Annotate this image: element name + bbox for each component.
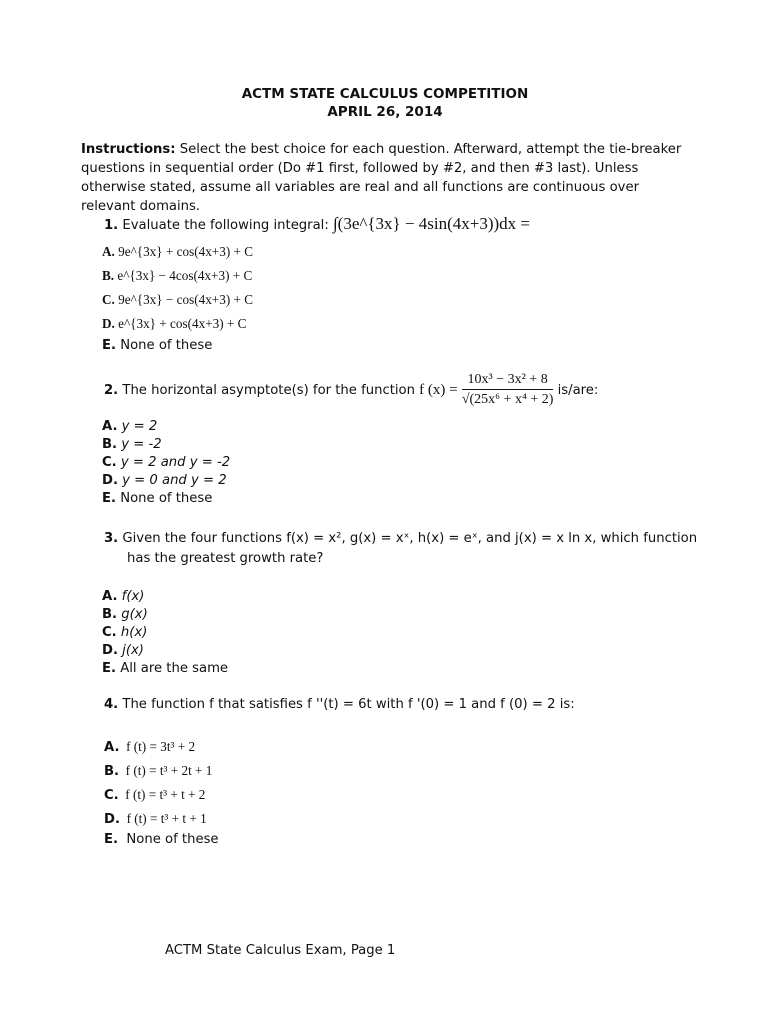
option-text: f (t) = 3t³ + 2 — [126, 739, 196, 754]
option-4c[interactable] — [104, 787, 205, 803]
option-4d[interactable] — [104, 811, 207, 827]
option-3e[interactable] — [102, 661, 228, 676]
option-text: y = 2 and y = -2 — [120, 455, 231, 470]
option-2d[interactable] — [102, 473, 227, 488]
option-text: 9e^{3x} − cos(4x+3) + C — [118, 292, 254, 307]
option-text: y = 0 and y = 2 — [122, 473, 227, 488]
option-1e[interactable] — [102, 338, 212, 353]
option-letter: C. — [102, 625, 117, 640]
option-letter: A. — [102, 244, 115, 259]
option-4e[interactable] — [104, 832, 219, 847]
option-4a[interactable] — [104, 739, 195, 755]
fraction-numerator: 10x³ − 3x² + 8 — [462, 372, 554, 390]
fraction — [462, 372, 554, 408]
fraction-denominator: √(25x⁶ + x⁴ + 2) — [461, 392, 554, 407]
option-text: None of these — [120, 491, 213, 506]
option-text: f(x) — [121, 589, 145, 604]
option-letter: C. — [102, 292, 115, 307]
question-3 — [104, 531, 704, 546]
question-1 — [104, 214, 530, 234]
instructions — [81, 140, 691, 216]
option-letter: A. — [102, 419, 118, 434]
option-text: y = -2 — [121, 437, 162, 452]
option-letter: D. — [104, 812, 120, 827]
exam-title: ACTM STATE CALCULUS COMPETITION — [241, 86, 529, 102]
question-4 — [104, 697, 575, 712]
option-letter: D. — [102, 316, 115, 331]
option-text: e^{3x} + cos(4x+3) + C — [118, 316, 247, 331]
option-4b[interactable] — [104, 763, 212, 779]
option-letter: B. — [104, 764, 120, 779]
option-2a[interactable] — [102, 419, 157, 434]
option-2e[interactable] — [102, 491, 212, 506]
option-text: y = 2 — [121, 419, 158, 434]
option-1a[interactable] — [102, 244, 253, 260]
instructions-label: Instructions: — [81, 142, 176, 157]
option-letter: B. — [102, 268, 115, 283]
question-text: The function f that satisfies f ''(t) = 6t with f '(0) = 1 and f (0) = 2 is: — [122, 697, 575, 712]
question-text: Evaluate the following integral: — [122, 218, 329, 233]
option-letter: B. — [102, 607, 118, 622]
question-number: 1. — [104, 218, 119, 233]
option-text: g(x) — [121, 607, 148, 622]
question-suffix: is/are: — [557, 383, 599, 398]
page-footer: ACTM State Calculus Exam, Page 1 — [165, 943, 396, 958]
option-letter: E. — [102, 661, 117, 676]
option-text: All are the same — [120, 661, 229, 676]
integral-expression: ∫(3e^{3x} − 4sin(4x+3))dx = — [333, 214, 530, 233]
option-letter: C. — [104, 788, 119, 803]
option-letter: E. — [102, 338, 117, 353]
option-letter: B. — [102, 437, 118, 452]
option-1b[interactable] — [102, 268, 252, 284]
option-3b[interactable] — [102, 607, 148, 622]
option-3a[interactable] — [102, 589, 144, 604]
question-2 — [104, 372, 598, 408]
option-letter: C. — [102, 455, 117, 470]
question-text: The horizontal asymptote(s) for the function — [122, 383, 415, 398]
option-text: j(x) — [122, 643, 144, 658]
option-letter: E. — [104, 832, 119, 847]
option-3d[interactable] — [102, 643, 144, 658]
option-1d[interactable] — [102, 316, 246, 332]
option-2c[interactable] — [102, 455, 230, 470]
option-3c[interactable] — [102, 625, 147, 640]
option-text: f (t) = t³ + t + 2 — [125, 787, 206, 802]
option-1c[interactable] — [102, 292, 253, 308]
option-letter: D. — [102, 473, 118, 488]
exam-date: APRIL 26, 2014 — [327, 104, 443, 120]
option-letter: D. — [102, 643, 118, 658]
question-3-line2: has the greatest growth rate? — [127, 551, 324, 566]
option-text: None of these — [126, 832, 219, 847]
option-letter: A. — [104, 740, 120, 755]
question-number: 4. — [104, 697, 119, 712]
question-number: 2. — [104, 383, 119, 398]
option-text: f (t) = t³ + 2t + 1 — [125, 763, 213, 778]
option-text: 9e^{3x} + cos(4x+3) + C — [118, 244, 254, 259]
option-letter: E. — [102, 491, 117, 506]
option-text: h(x) — [120, 625, 148, 640]
option-text: f (t) = t³ + t + 1 — [126, 811, 207, 826]
question-number: 3. — [104, 531, 119, 546]
option-2b[interactable] — [102, 437, 162, 452]
instructions-text: Select the best choice for each question. Afterward, attempt the tie-breaker questions in sequential order (Do #1 first, followed by #2, and then #3 last). Unless otherwise stated, assume all variables are real and all functions are continuous over relevant domains. — [81, 142, 682, 214]
question-text: Given the four functions f(x) = x², g(x) = xˣ, h(x) = eˣ, and j(x) = x ln x, which function — [122, 531, 698, 546]
option-text: None of these — [120, 338, 213, 353]
option-letter: A. — [102, 589, 118, 604]
function-name: f (x) = — [419, 382, 458, 398]
option-text: e^{3x} − 4cos(4x+3) + C — [117, 268, 253, 283]
